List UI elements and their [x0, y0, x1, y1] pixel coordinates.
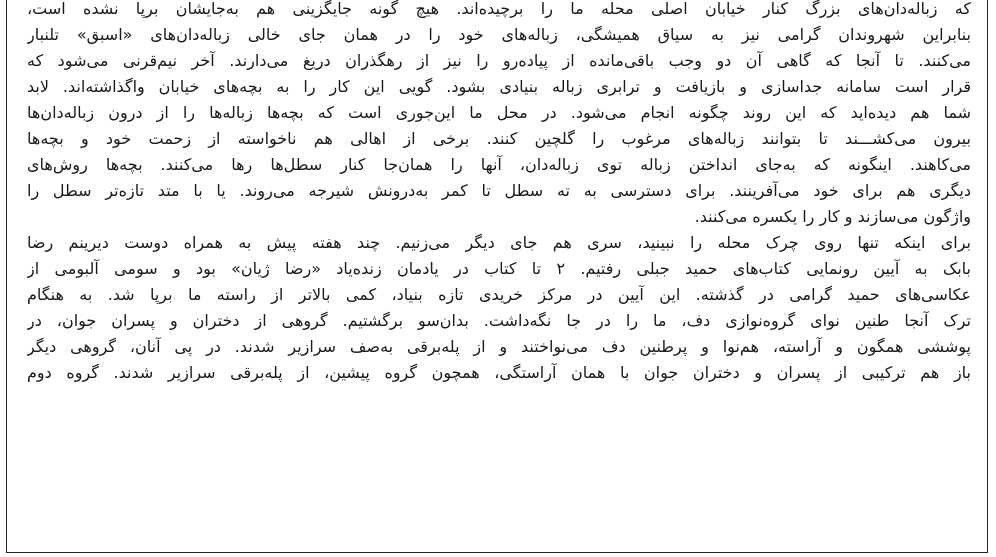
text-line: عکاسی‌های حمید گرامی در گذشته. این آیین در مرکز خریدی تازه بنیاد، کمی بالاتر از راسته ما برپا شد. به هنگام: [27, 285, 971, 304]
text-line: می‌کاهند. اینگونه که به‌جای انداختن زباله توی زباله‌دان، آنها را همان‌جا کنار سطل‌ها رها می‌کنند. بچه‌ها روش‌های: [27, 155, 971, 174]
text-line: می‌کنند. تا آنجا که گاهی آن دو وجب باقی‌مانده از پیاده‌رو را نیز از رهگذران دریغ می‌دارند. آخر نیم‌قرنی می‌شود که: [27, 51, 971, 70]
page-frame: [6, 0, 988, 553]
paragraph-1: [27, 0, 971, 230]
paragraph-2: [27, 230, 971, 386]
text-line: بابک به آیین رونمایی کتاب‌های حمید جبلی رفتیم. ۲ تا کتاب در یادمان زنده‌یاد «رضا ژیان» بود و سومی آلبومی از: [27, 259, 971, 278]
text-line: بیرون می‌کشـــند تا بتوانند زباله‌های مرغوب را گلچین کنند. برخی از اهالی هم ناخواسته از زحمت خود و بچه‌ها: [27, 129, 971, 148]
text-line: دیگری هم برای خود می‌آفرینند. برای دسترسی به ته سطل تا کمر به‌درونش شیرجه می‌روند. یا با متد تازه‌تر سطل را: [27, 181, 971, 200]
text-line: شما هم دیده‌اید که این روند چگونه انجام می‌شود. در محل ما این‌جوری است که بچه‌ها زباله‌ها را از درون زباله‌دان‌ها: [27, 103, 971, 122]
text-line: بنابراین شهروندان گرامی نیز به سیاق همیشگی، زباله‌های خود را در همان جای خالی زباله‌دان‌های «اسبق» تلنبار: [27, 25, 971, 44]
text-line: ترک آنجا طنین نوای گروه‌نوازی دف، ما را در جا نگه‌داشت. بدان‌سو برگشتیم. گروهی از دختران و پسران جوان، در: [27, 311, 971, 330]
text-line: قرار است سامانه جداسازی و بازیافت و ترابری زباله بنیادی بشود. گویی این کار را به بچه‌های خیابان واگذاشته‌اند. لابد: [27, 77, 971, 96]
text-line: پوششی همگون و آراسته، هم‌نوا و پرطنین دف می‌نواختند و از پله‌برقی به‌صف سرازیر شدند. در پی آنان، گروهی دیگر: [27, 337, 971, 356]
article-text: [27, 0, 971, 386]
text-line: برای اینکه تنها روی چرک محله را نبینید، سری هم جای دیگر می‌زنیم. چند هفته پیش به همراه دوست دیرینم رضا: [27, 233, 971, 252]
text-line: واژگون می‌سازند و کار را یکسره می‌کنند.: [694, 207, 971, 226]
text-line: باز هم ترکیبی از پسران و دختران جوان با همان آراستگی، همچون گروه پیشین، از پله‌برقی سرازیر شدند. گروه دوم: [27, 363, 971, 382]
text-line: که زباله‌دان‌های بزرگ کنار خیابان اصلی محله ما را برچیده‌اند. هیچ گونه جایگزینی هم به‌جایشان برپا نشده است،: [27, 0, 971, 18]
